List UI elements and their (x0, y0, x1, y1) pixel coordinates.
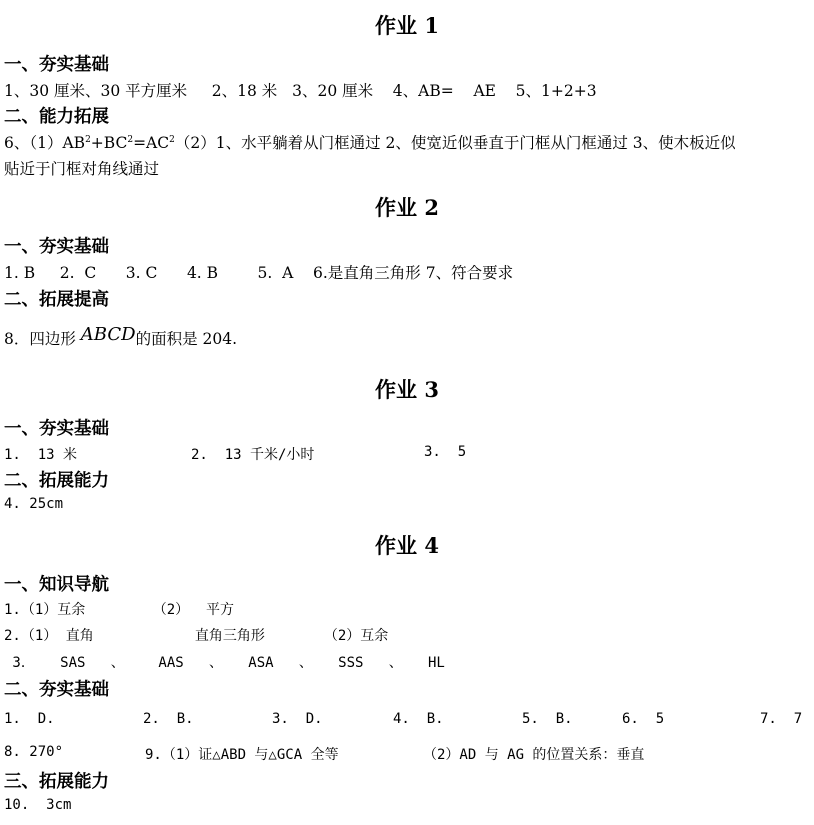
hw2-answer-line-1: 1. B 2. C 3. C 4. B 5. A 6.是直角三角形 7、符合要求 (4, 264, 514, 282)
hw4-section1-heading: 一、知识导航 (4, 575, 109, 595)
hw3-answer-3: 3. 5 (424, 444, 467, 460)
hw1-l2-part-a: 6、（1）AB (4, 134, 86, 152)
hw3-section2-heading: 二、拓展能力 (4, 471, 109, 491)
hw4-section2-heading: 二、夯实基础 (4, 680, 109, 700)
hw4-answer-line-3: 3． SAS 、 AAS 、 ASA 、 SSS 、 HL (4, 655, 445, 671)
hw4-answer-10: 10. 3cm (4, 797, 72, 813)
hw1-l2-part-d: （2）1、水平躺着从门框通过 2、使宽近似垂直于门框从门框通过 3、使木板近似 (174, 134, 736, 152)
hw2-section1-heading: 一、夯实基础 (4, 237, 109, 257)
hw4-answer-9-part2: （2）AD 与 AG 的位置关系：垂直 (423, 747, 645, 763)
hw2-section2-heading: 二、拓展提高 (4, 290, 109, 310)
superscript-2: 2 (169, 135, 175, 145)
superscript-2: 2 (127, 135, 134, 145)
hw4-answer-line-2: 2.（1） 直角 直角三角形 （2）互余 (4, 628, 389, 644)
hw1-answer-line-1: 1、30 厘米、30 平方厘米 2、18 米 3、20 厘米 4、AB= AE 5、1+2+3 (4, 82, 597, 100)
hw2-l2-part-c: 的面积是 204. (135, 330, 238, 348)
hw1-section2-heading: 二、能力拓展 (4, 107, 109, 127)
hw4-answer-5: 5. B. (522, 711, 573, 727)
hw4-answer-line-1: 1.（1）互余 （2） 平方 (4, 602, 235, 618)
hw4-answer-7: 7. 7 (760, 711, 803, 727)
quadrilateral-label: ABCD (80, 324, 136, 345)
hw4-answer-1: 1. D. (4, 711, 55, 727)
hw4-answer-8: 8. 270° (4, 744, 64, 760)
hw1-answer-line-3: 贴近于门框对角线通过 (4, 160, 160, 178)
hw4-section3-heading: 三、拓展能力 (4, 772, 109, 792)
hw2-l2-part-a: 8．四边形 (4, 330, 81, 348)
hw3-answer-4: 4. 25cm (4, 496, 64, 512)
superscript-2: 2 (85, 135, 91, 145)
hw4-answer-6: 6. 5 (622, 711, 665, 727)
hw1-answer-line-2 (4, 131, 736, 153)
hw1-l2-part-c: =AC (133, 134, 170, 152)
hw3-title: 作业 3 (375, 377, 439, 402)
hw4-answer-3: 3. D. (272, 711, 323, 727)
hw2-title: 作业 2 (375, 195, 439, 220)
hw1-section1-heading: 一、夯实基础 (4, 55, 109, 75)
hw1-l2-part-b: +BC (90, 134, 128, 152)
hw3-answer-1: 1. 13 米 (4, 447, 78, 463)
hw2-answer-line-2 (4, 324, 238, 349)
hw1-title: 作业 1 (375, 13, 439, 38)
hw4-answer-9: 9.（1）证△ABD 与△GCA 全等 (145, 747, 339, 763)
hw4-answer-4: 4. B. (393, 711, 444, 727)
hw4-title: 作业 4 (375, 533, 439, 558)
hw3-answer-2: 2. 13 千米/小时 (191, 447, 315, 463)
hw3-section1-heading: 一、夯实基础 (4, 419, 109, 439)
hw4-answer-2: 2. B. (143, 711, 194, 727)
